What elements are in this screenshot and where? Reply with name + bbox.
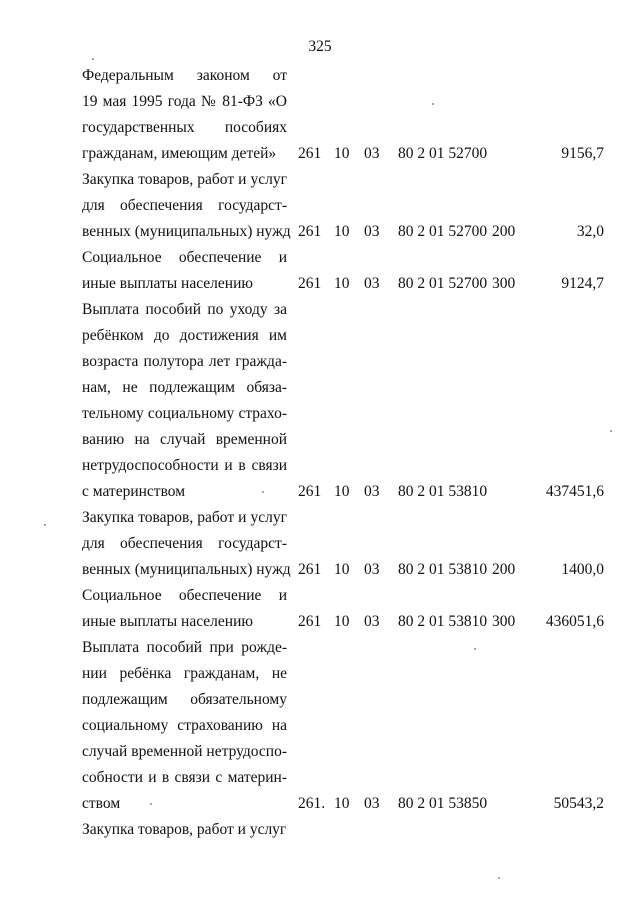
description-line: ванию на случай временной: [82, 431, 287, 448]
scan-speck: [432, 103, 434, 105]
description-line: иные выплаты населению: [82, 275, 253, 292]
expense-type-code: 300: [492, 613, 516, 630]
description-line: собности и в связи с материн-: [82, 769, 287, 786]
description-line: гражданам, имеющим детей»: [82, 145, 277, 162]
description-line: Социальное обеспечение и: [82, 249, 287, 266]
description-line: Закупка товаров, работ и услуг: [82, 509, 287, 526]
description-line: возраста полутора лет гражда-: [82, 353, 287, 370]
row-description: [82, 297, 287, 505]
row-codes: [0, 479, 640, 505]
row-codes: [0, 791, 640, 817]
subsection-code: 03: [364, 483, 380, 500]
table-row: [0, 583, 640, 635]
amount: 436051,6: [545, 613, 604, 630]
section-code: 10: [334, 275, 350, 292]
scan-speck: [610, 430, 612, 432]
subsection-code: 03: [364, 275, 380, 292]
section-code: 10: [334, 613, 350, 630]
description-line: подлежащим обязательному: [82, 691, 287, 708]
grbs-code: 261: [298, 613, 322, 630]
target-article-code: 80 2 01 53810: [398, 561, 488, 578]
row-codes: [0, 141, 640, 167]
subsection-code: 03: [364, 561, 380, 578]
description-line: Закупка товаров, работ и услуг: [82, 821, 287, 838]
description-line: иные выплаты населению: [82, 613, 253, 630]
section-code: 10: [334, 483, 350, 500]
target-article-code: 80 2 01 52700: [398, 275, 488, 292]
row-description: [82, 635, 287, 817]
subsection-code: 03: [364, 145, 380, 162]
description-line: с материнством: [82, 483, 186, 500]
subsection-code: 03: [364, 613, 380, 630]
amount: 9156,7: [561, 145, 604, 162]
amount: 9124,7: [561, 275, 604, 292]
description-line: ребёнком до достижения им: [82, 327, 287, 344]
row-codes: [0, 271, 640, 297]
description-line: для обеспечения государст-: [82, 197, 287, 214]
description-line: нетрудоспособности и в связи: [82, 457, 287, 474]
table-row: [0, 245, 640, 297]
page-number: 325: [308, 38, 332, 55]
section-code: 10: [334, 561, 350, 578]
row-codes: [0, 557, 640, 583]
description-line: социальному страхованию на: [82, 717, 287, 734]
description-line: венных (муниципальных) нужд: [82, 561, 291, 578]
amount: 50543,2: [553, 795, 604, 812]
target-article-code: 80 2 01 53810: [398, 613, 488, 630]
description-line: нии ребёнка гражданам, не: [82, 665, 287, 682]
scan-speck: [150, 803, 152, 805]
table-row: [0, 817, 640, 843]
table-row: [0, 167, 640, 245]
description-line: тельному социальному страхо-: [82, 405, 287, 422]
target-article-code: 80 2 01 53850: [398, 795, 488, 812]
scan-speck: [44, 524, 46, 526]
grbs-code: 261: [298, 145, 322, 162]
scan-speck: [262, 491, 264, 493]
grbs-code: 261: [298, 275, 322, 292]
description-line: венных (муниципальных) нужд: [82, 223, 291, 240]
row-codes: [0, 609, 640, 635]
expense-type-code: 300: [492, 275, 516, 292]
table-row: [0, 505, 640, 583]
target-article-code: 80 2 01 52700: [398, 223, 488, 240]
description-line: 19 мая 1995 года № 81-ФЗ «О: [82, 93, 287, 110]
description-line: Социальное обеспечение и: [82, 587, 287, 604]
amount: 1400,0: [561, 561, 604, 578]
description-line: государственных пособиях: [82, 119, 287, 136]
description-line: Закупка товаров, работ и услуг: [82, 171, 287, 188]
description-line: нам, не подлежащим обяза-: [82, 379, 287, 396]
section-code: 10: [334, 145, 350, 162]
scan-speck: [474, 648, 476, 650]
expense-type-code: 200: [492, 561, 516, 578]
description-line: Выплата пособий при рожде-: [82, 639, 287, 656]
scan-speck: [498, 877, 500, 879]
amount: 437451,6: [545, 483, 604, 500]
expense-type-code: 200: [492, 223, 516, 240]
grbs-code: 261: [298, 223, 322, 240]
section-code: 10: [334, 795, 350, 812]
target-article-code: 80 2 01 52700: [398, 145, 488, 162]
amount: 32,0: [576, 223, 604, 240]
grbs-code: 261: [298, 561, 322, 578]
description-line: Выплата пособий по уходу за: [82, 301, 287, 318]
section-code: 10: [334, 223, 350, 240]
table-row: [0, 297, 640, 505]
scan-speck: [92, 58, 94, 60]
description-line: ством: [82, 795, 121, 812]
target-article-code: 80 2 01 53810: [398, 483, 488, 500]
description-line: для обеспечения государст-: [82, 535, 287, 552]
table-row: [0, 635, 640, 817]
grbs-code: 261.: [298, 795, 326, 812]
description-line: случай временной нетрудоспо-: [82, 743, 287, 760]
table-row: [0, 63, 640, 167]
description-line: Федеральным законом от: [82, 67, 287, 84]
row-codes: [0, 817, 640, 843]
grbs-code: 261: [298, 483, 322, 500]
subsection-code: 03: [364, 795, 380, 812]
row-codes: [0, 219, 640, 245]
subsection-code: 03: [364, 223, 380, 240]
